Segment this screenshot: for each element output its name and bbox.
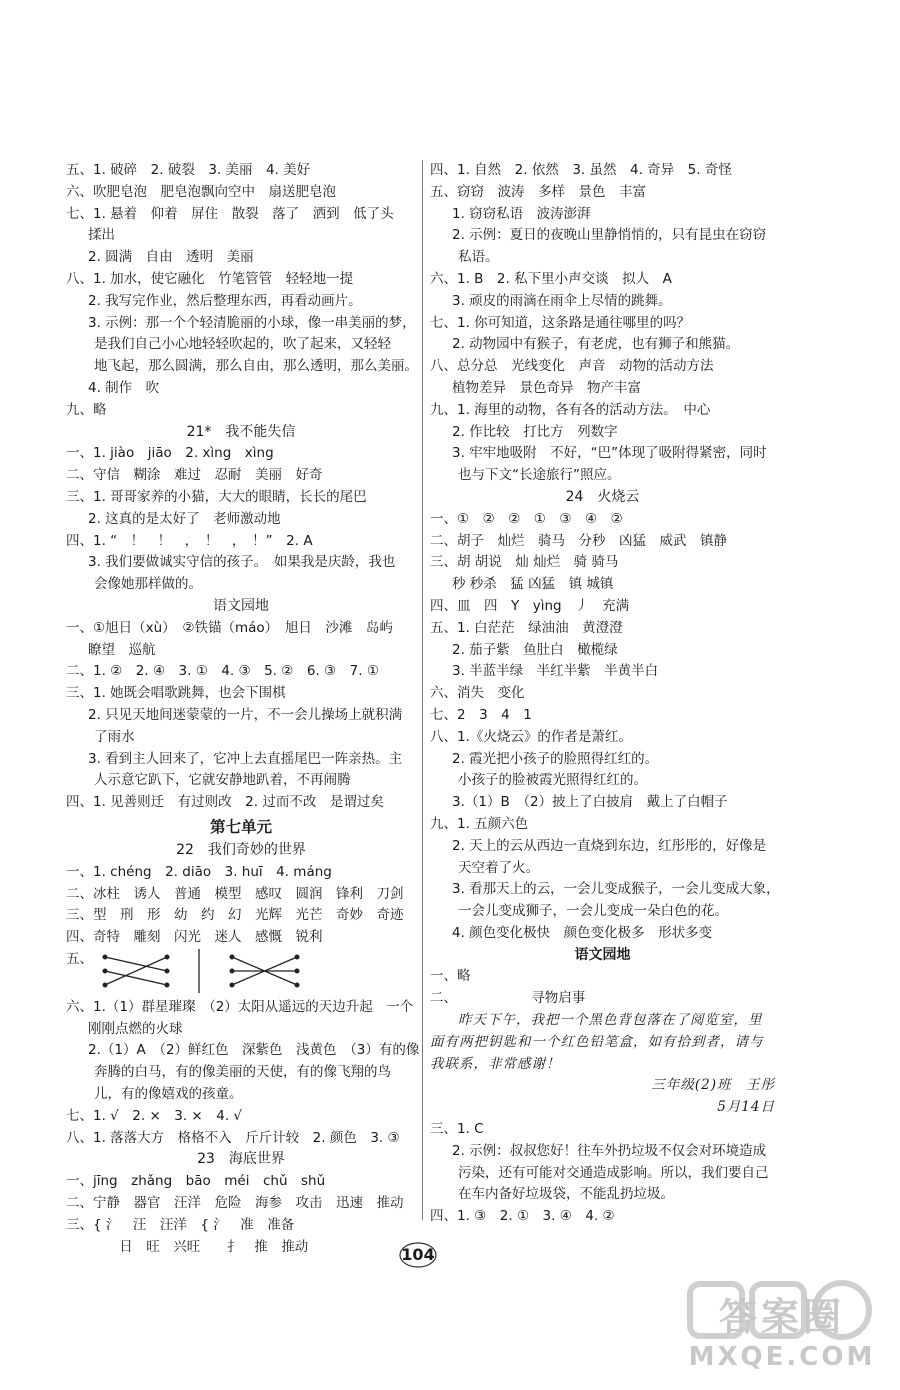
left-line (66, 997, 416, 1019)
right-line-text: 三、1. C (430, 1121, 484, 1138)
left-line (66, 509, 416, 531)
left-line-text: 一、①旭日（xù） ②铁锚（máo） 旭日 沙滩 岛屿 (66, 619, 393, 636)
left-line (66, 1128, 416, 1150)
right-line (430, 334, 775, 356)
left-line (66, 1193, 416, 1215)
left-line-text: 21* 我不能失信 (186, 423, 296, 440)
left-line-text: 22 我们奇妙的世界 (176, 841, 306, 858)
left-line-text: 四、奇特 雕刻 闪光 迷人 感慨 锐利 (66, 929, 323, 946)
right-line (430, 400, 775, 422)
right-line-text: 七、1. 你可知道，这条路是通往哪里的吗？ (430, 314, 691, 331)
right-line (430, 988, 775, 1010)
left-line-text: 三、型 刑 形 幼 约 幻 光辉 光芒 奇妙 奇迹 (66, 907, 404, 924)
right-line-text: 秒 秒杀 猛 凶猛 镇 城镇 (452, 576, 614, 593)
left-line-text: 2. 这真的是太好了 老师激动地 (88, 510, 281, 527)
left-line (66, 1106, 416, 1128)
left-line-text: 儿，有的像嬉戏的孩童。 (94, 1086, 243, 1103)
right-line-text: 2. 动物园中有猴子，有老虎，也有狮子和熊猫。 (452, 336, 740, 353)
right-line (430, 1206, 775, 1228)
right-line (430, 552, 775, 574)
left-line (66, 552, 416, 574)
right-line (430, 531, 775, 553)
right-line (430, 879, 780, 901)
right-line (430, 1054, 775, 1076)
right-line-text: 六、1. B 2. 私下里小声交谈 拟人 A (430, 270, 672, 287)
right-line-text: 三年级(2)班 王彤 (651, 1077, 775, 1094)
left-line-text: 八、1. 加水，使它融化 竹笔管管 轻轻地一提 (66, 270, 354, 287)
right-line-text: 2. 霞光把小孩子的脸照得红红的。 (452, 750, 659, 767)
left-line-text: 语文园地 (213, 597, 269, 614)
left-line (66, 640, 416, 662)
left-line-text: 七、1. √ 2. × 3. × 4. √ (66, 1107, 243, 1124)
left-line-text: 地飞起，那么圆满，那么自由，那么透明，那么美丽。 (94, 358, 418, 375)
right-line (430, 727, 775, 749)
left-line-text: 23 海底世界 (197, 1151, 285, 1168)
page-number (398, 1240, 438, 1270)
right-line-text: 五、1. 白茫茫 绿油油 黄澄澄 (430, 619, 623, 636)
right-line (430, 1032, 775, 1054)
right-line (430, 749, 775, 771)
left-line (66, 400, 416, 422)
left-line-text: 2. 我写完作业，然后整理东西，再看动画片。 (88, 292, 362, 309)
right-line (430, 269, 775, 291)
left-line (66, 1149, 416, 1171)
left-line-text: 四、1. “ ！ ！ ， ！ ， ！” 2. A (66, 532, 313, 549)
right-line (430, 1010, 775, 1032)
right-line-text: 八、总分总 光线变化 声音 动物的活动方法 (430, 358, 714, 375)
left-line-text: 人示意它趴下，它就安静地趴着，不再闹腾 (94, 772, 351, 789)
left-line (66, 661, 416, 683)
left-line (66, 1062, 416, 1084)
left-line (66, 949, 416, 997)
left-line-text: 九、略 (66, 401, 107, 418)
left-line (66, 814, 416, 840)
right-line (430, 1119, 775, 1141)
right-line (430, 901, 775, 923)
left-line-text: 三、{ 氵 汪 汪洋 { 氵 准 准备 (66, 1216, 295, 1233)
right-line-text: 5月14日 (717, 1099, 775, 1116)
left-line-text: 第七单元 (209, 817, 272, 836)
right-line-text: 植物差异 景色奇异 物产丰富 (452, 379, 641, 396)
right-line-text: 2. 作比较 打比方 列数字 (452, 423, 618, 440)
left-line-text: 五、1. 破碎 2. 破裂 3. 美丽 4. 美好 (66, 162, 311, 178)
left-line (66, 1215, 416, 1237)
left-line-text: 是我们自己小心地轻轻吹起的，吹了起来，又轻轻 (94, 336, 391, 353)
right-line (430, 640, 775, 662)
left-line-text: 二、1. ② 2. ④ 3. ① 4. ③ 5. ② 6. ③ 7. ① (66, 663, 379, 680)
right-line (430, 574, 775, 596)
left-line-text: 一、1. chéng 2. diāo 3. huī 4. máng (66, 863, 332, 880)
right-line (430, 356, 775, 378)
right-line (430, 1184, 775, 1206)
left-line-text: 了雨水 (94, 728, 135, 745)
left-line (66, 727, 416, 749)
right-line-text: 八、1.《火烧云》的作者是萧红。 (430, 728, 632, 745)
column-divider (422, 160, 423, 1220)
left-line (66, 770, 416, 792)
left-line (66, 884, 416, 906)
right-line-text: 2. 天上的云从西边一直烧到东边，红彤彤的，好像是 (452, 837, 767, 854)
left-line (66, 1019, 416, 1041)
page-number-text: 104 (401, 1245, 435, 1264)
right-line (430, 509, 775, 531)
left-line-text: 2. 圆满 自由 透明 美丽 (88, 249, 254, 266)
watermark-url: MXQE.COM (688, 1342, 876, 1372)
right-line (430, 247, 775, 269)
right-line-text: 3. 顽皮的雨滴在雨伞上尽情的跳舞。 (452, 292, 672, 309)
right-line-text: 小孩子的脸被霞光照得红红的。 (458, 772, 647, 789)
left-line (66, 1171, 416, 1193)
right-line (430, 443, 775, 465)
right-line-text: 昨天下午，我把一个黑色背包落在了阅览室，里 (458, 1012, 763, 1029)
left-line (66, 862, 416, 884)
right-line-text: 面有两把钥匙和一个红色铅笔盒，如有拾到者，请与 (430, 1033, 764, 1050)
right-line (430, 487, 775, 509)
left-line (66, 531, 416, 553)
left-line (66, 574, 416, 596)
right-line (430, 465, 775, 487)
right-line-text: 3. 半蓝半绿 半红半紫 半黄半白 (452, 663, 659, 680)
left-line-text: 2. 只见天地间迷蒙蒙的一片，不一会儿操场上就积满 (88, 706, 403, 723)
right-line-text: 七、2 3 4 1 (430, 706, 532, 723)
left-line (66, 334, 416, 356)
left-line (66, 247, 416, 269)
right-line (430, 792, 775, 814)
left-line-text: 五、 (66, 950, 93, 967)
right-line (430, 422, 775, 444)
left-line (66, 1237, 416, 1259)
right-line (430, 618, 775, 640)
right-line-text: 污染，还有可能对交通造成影响。所以，我们要自己 (458, 1164, 769, 1181)
left-line-text: 刚刚点燃的火球 (88, 1020, 183, 1037)
right-line (430, 1163, 775, 1185)
right-line (430, 1075, 775, 1097)
right-line-text: 二、胡子 灿烂 骑马 分秒 凶猛 威武 镇静 (430, 532, 727, 549)
right-line-text: 九、1. 五颜六色 (430, 815, 529, 832)
right-line-text: 天空着了火。 (458, 859, 539, 876)
right-line (430, 313, 775, 335)
right-line (430, 661, 775, 683)
right-line (430, 1097, 775, 1119)
left-line (66, 792, 416, 814)
right-line-text: 二、 寻物启事 (430, 990, 586, 1007)
right-line-text: 我联系，非常感谢！ (430, 1055, 561, 1072)
right-line (430, 945, 775, 967)
right-line-text: 2. 示例：夏日的夜晚山里静悄悄的，只有昆虫在窃窃 (452, 227, 767, 244)
right-column (430, 160, 780, 1228)
left-line (66, 1040, 420, 1062)
left-line-text: 瞭望 巡航 (88, 641, 156, 658)
left-line (66, 356, 416, 378)
left-column (66, 160, 420, 1258)
left-line (66, 487, 416, 509)
right-line (430, 225, 775, 247)
left-line (66, 840, 416, 862)
left-line (66, 683, 416, 705)
right-line (430, 683, 775, 705)
left-line (66, 182, 416, 204)
left-line (66, 269, 416, 291)
left-line (66, 422, 416, 444)
right-line (430, 966, 775, 988)
right-line-text: 九、1. 海里的动物，各有各的活动方法。 中心 (430, 401, 711, 418)
right-line-text: 2. 示例：叔叔您好！往车外扔垃圾不仅会对环境造成 (452, 1142, 767, 1159)
left-line-text: 六、吹肥皂泡 肥皂泡飘向空中 扇送肥皂泡 (66, 183, 336, 200)
left-line-text: 奔腾的白马，有的像美丽的天使，有的像飞翔的鸟 (94, 1064, 391, 1081)
left-line-text: 日 旺 兴旺 扌 推 推动 (88, 1238, 309, 1255)
left-line (66, 443, 416, 465)
right-line-text: 六、消失 变化 (430, 685, 525, 702)
right-line-text: 3. 看那天上的云，一会儿变成猴子，一会儿变成大象， (452, 881, 780, 898)
left-line (66, 204, 416, 226)
right-line (430, 160, 775, 182)
right-line-text: 在车内备好垃圾袋，不能乱扔垃圾。 (458, 1186, 674, 1203)
left-line-text: 七、1. 悬着 仰着 屏住 散裂 落了 洒到 低了头 (66, 205, 394, 222)
left-line-text: 会像她那样做的。 (94, 576, 202, 593)
left-line-text: 揉出 (88, 227, 115, 244)
right-line-text: 四、1. 自然 2. 依然 3. 虽然 4. 奇异 5. 奇怪 (430, 162, 732, 178)
right-line (430, 291, 775, 313)
left-line-text: 一、jīng zhǎng bāo méi chǔ shǔ (66, 1173, 326, 1190)
left-line (66, 160, 416, 182)
right-line (430, 1141, 775, 1163)
right-line (430, 770, 775, 792)
left-line (66, 749, 416, 771)
left-line (66, 905, 416, 927)
left-line-text: 3. 看到主人回来了，它冲上去直摇尾巴一阵亲热。主 (88, 750, 403, 767)
right-line-text: 也与下文“长途旅行”照应。 (458, 467, 621, 484)
left-line-text: 二、宁静 器官 汪洋 危险 海参 攻击 迅速 推动 (66, 1195, 404, 1212)
right-line-text: 3.（1）B （2）披上了白披肩 戴上了白帽子 (452, 794, 728, 811)
right-line (430, 814, 775, 836)
right-line (430, 182, 775, 204)
right-line-text: 四、1. ③ 2. ① 3. ④ 4. ② (430, 1208, 615, 1225)
left-line-text: 3. 我们要做诚实守信的孩子。 如果我是庆龄，我也 (88, 554, 396, 571)
right-line-text: 语文园地 (574, 946, 631, 963)
right-line (430, 204, 775, 226)
left-line-text: 八、1. 落落大方 格格不入 斤斤计较 2. 颜色 3. ③ (66, 1129, 400, 1146)
left-line-text: 一、1. jiào jiāo 2. xìng xìng (66, 445, 274, 462)
left-line (66, 291, 416, 313)
left-line (66, 465, 416, 487)
right-line (430, 858, 775, 880)
left-line-text: 三、1. 她既会唱歌跳舞，也会下围棋 (66, 685, 286, 702)
right-line-text: 四、皿 四 Y yìng 丿 充满 (430, 597, 630, 614)
right-line-text: 一、略 (430, 968, 471, 985)
left-line-text: 2.（1）A （2）鲜红色 深紫色 浅黄色 （3）有的像 (88, 1042, 420, 1059)
left-line-text: 二、冰柱 诱人 普通 模型 感叹 圆润 锋利 刀剑 (66, 885, 404, 902)
matching-lines-diagram (97, 949, 337, 993)
left-line (66, 313, 416, 335)
left-line (66, 927, 416, 949)
right-line (430, 836, 775, 858)
right-line (430, 596, 775, 618)
left-line-text: 六、1.（1）群星璀璨 （2）太阳从遥远的天边升起 一个 (66, 998, 414, 1015)
left-line (66, 1084, 416, 1106)
right-line (430, 923, 775, 945)
right-line-text: 五、窃窃 波涛 多样 景色 丰富 (430, 183, 646, 200)
right-line (430, 378, 775, 400)
left-line (66, 596, 416, 618)
left-line (66, 705, 416, 727)
right-line-text: 一会儿变成狮子，一会儿变成一朵白色的花。 (458, 903, 728, 920)
right-line-text: 私语。 (458, 249, 499, 266)
right-line-text: 24 火烧云 (565, 488, 640, 505)
left-line (66, 225, 416, 247)
left-line-text: 四、1. 见善则迁 有过则改 2. 过而不改 是谓过矣 (66, 794, 384, 811)
right-line-text: 三、胡 胡说 灿 灿烂 骑 骑马 (430, 554, 619, 571)
left-line (66, 378, 416, 400)
right-line-text: 1. 窃窃私语 波涛澎湃 (452, 205, 591, 222)
left-line-text: 三、1. 哥哥家养的小猫，大大的眼睛，长长的尾巴 (66, 488, 367, 505)
watermark-chars: 答案圈 (718, 1295, 845, 1339)
watermark-logo (682, 1276, 882, 1376)
right-line-text: 一、① ② ② ① ③ ④ ② (430, 510, 623, 527)
left-line-text: 3. 示例：那一个个轻清脆丽的小球，像一串美丽的梦， (88, 314, 416, 331)
right-line-text: 4. 颜色变化极快 颜色变化极多 形状多变 (452, 924, 713, 941)
left-line-text: 4. 制作 吹 (88, 379, 160, 396)
right-line (430, 705, 775, 727)
right-line-text: 3. 牢牢地吸附 不好，“巴”体现了吸附得紧密，同时 (452, 445, 767, 462)
right-line-text: 2. 茄子紫 鱼肚白 橄榄绿 (452, 641, 618, 658)
left-line-text: 二、守信 糊涂 难过 忍耐 美丽 好奇 (66, 467, 323, 484)
left-line (66, 618, 416, 640)
